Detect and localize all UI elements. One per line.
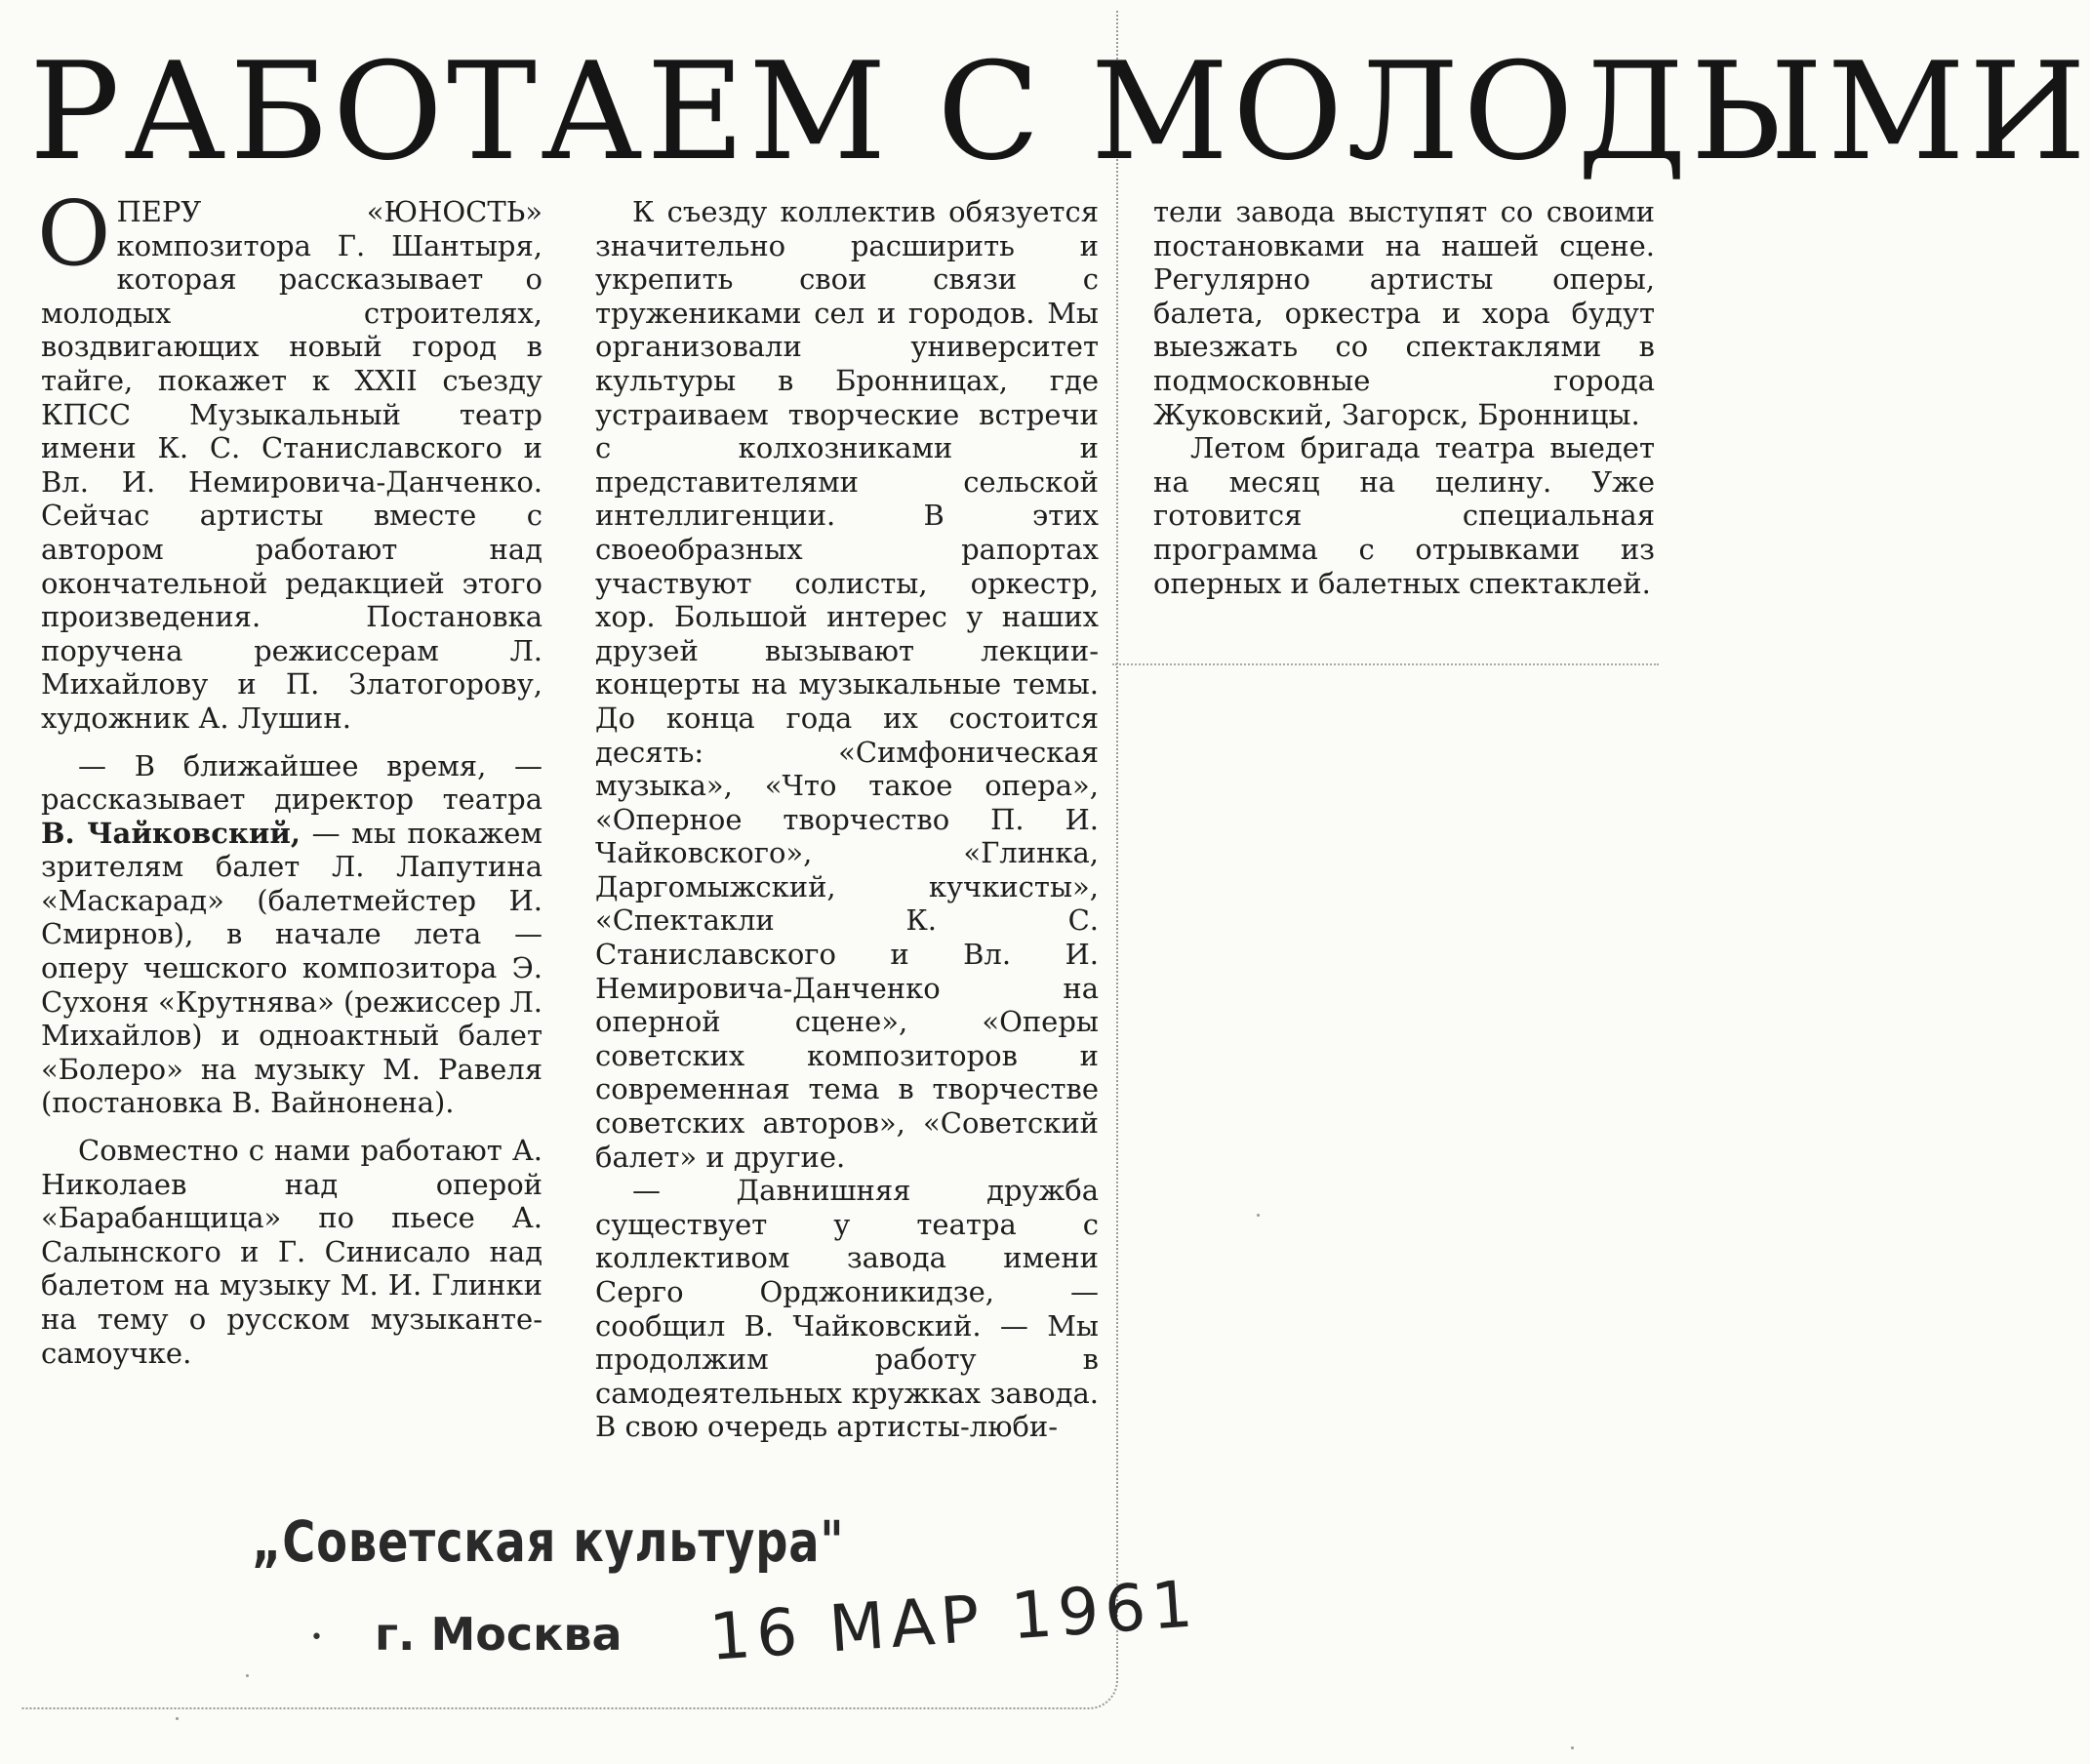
paragraph-2-start: — В ближайшее время, — рассказывает директор театра xyxy=(41,748,543,817)
bullet-mark: • xyxy=(310,1625,323,1650)
article-column-3 xyxy=(1153,195,1655,600)
paper-speck xyxy=(246,1674,249,1677)
paragraph-2 xyxy=(41,749,543,1121)
paragraph-1-text: ПЕРУ «ЮНОСТЬ» композитора Г. Шантыря, которая рассказывает о молодых строителях, воздвигающих новый город в тайге, покажет к XXII съезду КПСС Музыкальный театр имени К. С. Станиславского и Вл. И. Немировича-Данченко. Сейчас артисты вместе с автором работают над окончательной редакцией этого произведения. Постановка поручена режиссерам Л. Михайлову и П. Златогорову, художник А. Лушин. xyxy=(41,195,543,735)
article-column-2 xyxy=(595,195,1099,1444)
paragraph-2-end: — мы покажем зрителям балет Л. Лапутина «Маскарад» (балетмейстер И. Смирнов), в начале лета — оперу чешского композитора Э. Сухоня «Крутнява» (режиссер Л. Михайлов) и одноактный балет «Болеро» на музыку М. Равеля (постановка В. Вайнонена). xyxy=(41,816,543,1120)
paper-speck xyxy=(1571,1746,1574,1749)
source-city-stamp: г. Москва xyxy=(375,1608,623,1661)
director-name: В. Чайковский, xyxy=(41,816,301,850)
source-newspaper-stamp: „Советская культура" xyxy=(252,1508,845,1575)
article-column-1 xyxy=(37,181,543,1370)
drop-cap: О xyxy=(37,181,111,286)
paragraph-3: Совместно с нами работают А. Николаев над оперой «Барабанщица» по пьесе А. Салынского и Г. Синисало над балетом на музыку М. И. Глинки на тему о русском музыканте-самоучке. xyxy=(41,1134,543,1370)
paragraph-1 xyxy=(37,181,543,736)
paragraph-7: Летом бригада театра выедет на месяц на целину. Уже готовится специальная программа с отрывками из оперных и балетных спектаклей. xyxy=(1153,431,1655,600)
paragraph-6: тели завода выступят со своими постановками на нашей сцене. Регулярно артисты оперы, балета, оркестра и хора будут выезжать со спектаклями в подмосковные города Жуковский, Загорск, Бронницы. xyxy=(1153,195,1655,431)
paragraph-4: К съезду коллектив обязуется значительно расширить и укрепить свои связи с тружениками сел и городов. Мы организовали университет культуры в Бронницах, где устраиваем творческие встречи с колхозниками и представителями сельской интеллигенции. В этих своеобразных рапортах участвуют солисты, оркестр, хор. Большой интерес у наших друзей вызывают лекции-концерты на музыкальные темы. До конца года их состоится десять: «Симфоническая музыка», «Что такое опера», «Оперное творчество П. И. Чайковского», «Глинка, Даргомыжский, кучкисты», «Спектакли К. С. Станиславского и Вл. И. Немировича-Данченко на оперной сцене», «Оперы советских композиторов и современная тема в творчестве советских авторов», «Советский балет» и другие. xyxy=(595,195,1099,1174)
headline: РАБОТАЕМ С МОЛОДЫМИ xyxy=(29,33,2090,190)
paper-speck xyxy=(176,1717,179,1720)
date-stamp: 16 МАР 1961 xyxy=(706,1566,1201,1675)
paper-speck xyxy=(1257,1214,1260,1217)
paragraph-5: — Давнишняя дружба существует у театра с коллективом завода имени Серго Орджоникидзе, — сообщил В. Чайковский. — Мы продолжим работу в самодеятельных кружках завода. В свою очередь артисты-люби- xyxy=(595,1174,1099,1444)
clipping-border-top-right xyxy=(1112,663,1659,671)
